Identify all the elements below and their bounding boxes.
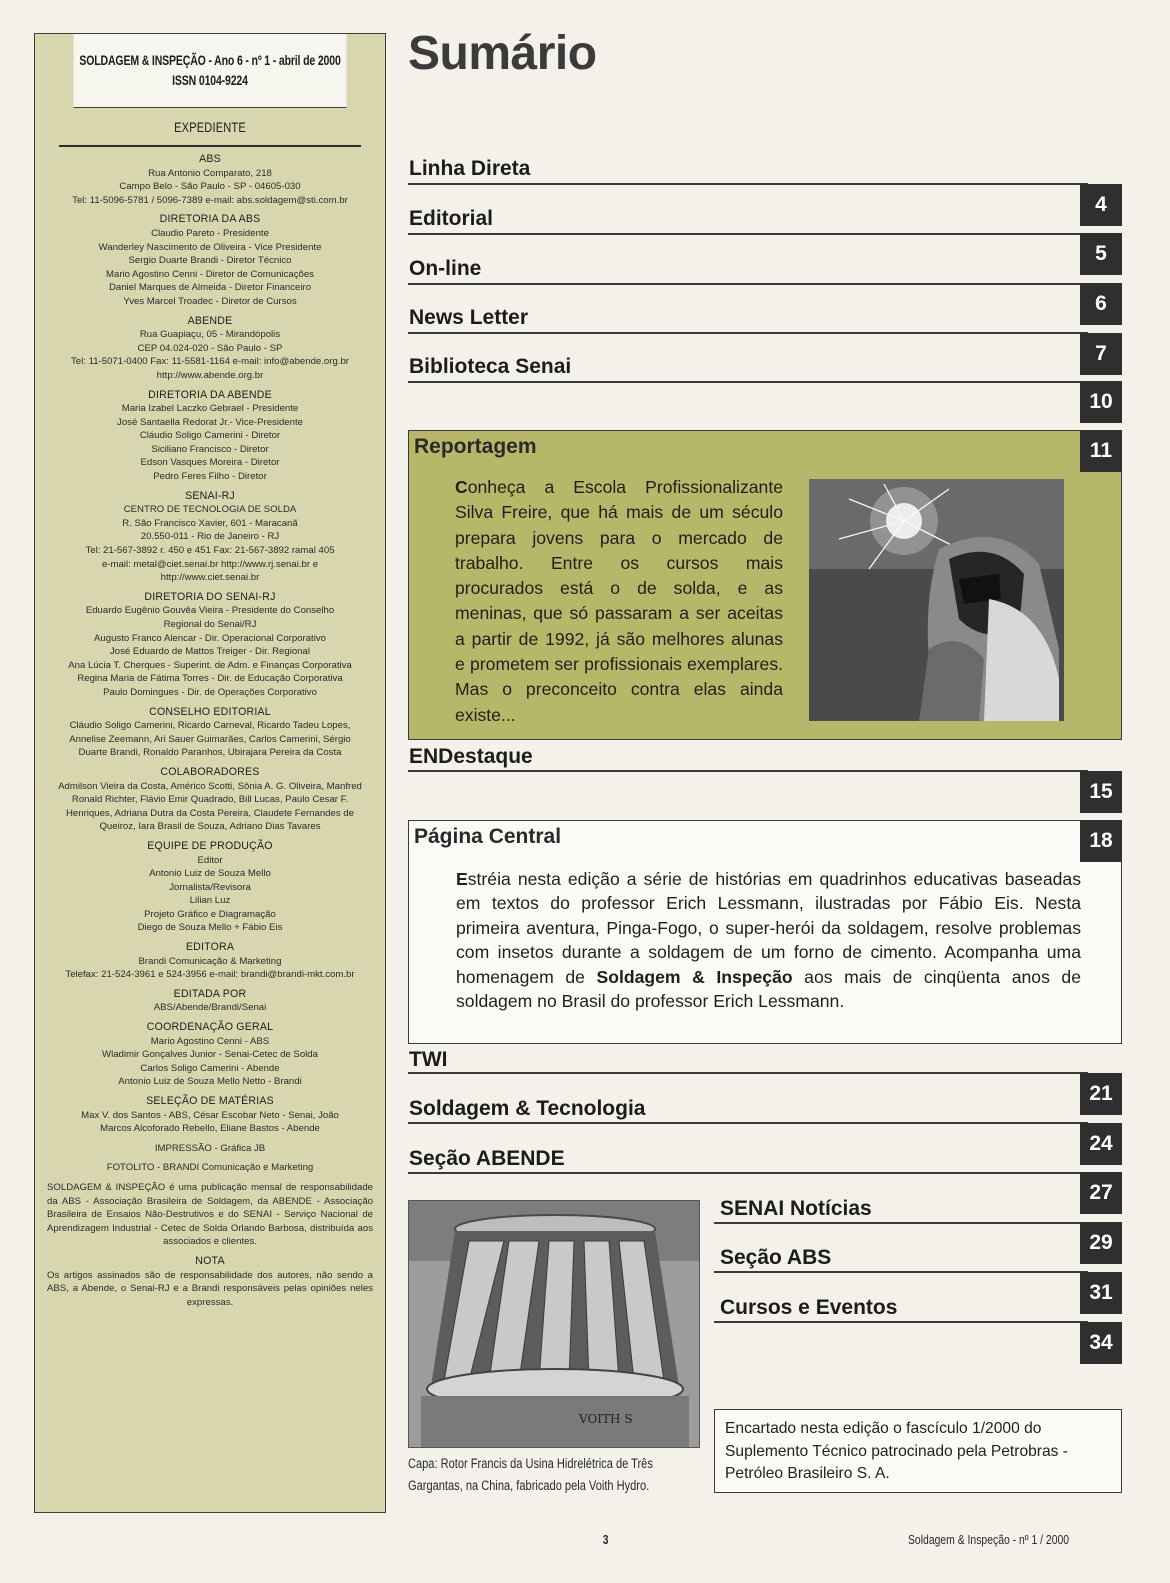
- section-line: Campo Belo - São Paulo - SP - 04605-030: [119, 181, 301, 193]
- section-heading: SENAI-RJ: [185, 489, 235, 502]
- section-line: Cláudio Soligo Camerini - Diretor: [139, 430, 281, 442]
- publication-footer: Soldagem & Inspeção - nº 1 / 2000: [908, 1532, 1070, 1547]
- page-number-box[interactable]: 15: [1080, 771, 1122, 813]
- page-number-box[interactable]: 34: [1080, 1322, 1122, 1364]
- cover-photo-stamp: VOITH S: [579, 1412, 633, 1426]
- encartado-note: Encartado nesta edição o fascículo 1/2000 do Suplemento Técnico patrocinado pela Petrobras - Petróleo Brasileiro S. A.: [714, 1409, 1122, 1493]
- page-number-box[interactable]: 24: [1080, 1123, 1122, 1165]
- section-line: Tel: 11-5071-0400 Fax: 11-5581-1164 e-mail: info@abende.org.br: [70, 356, 349, 368]
- page-number-box[interactable]: 4: [1080, 184, 1122, 226]
- section-heading: EQUIPE DE PRODUÇÃO: [147, 839, 273, 852]
- section-line: Antonio Luiz de Souza Mello: [149, 868, 271, 880]
- section-line: Wanderley Nascimento de Oliveira - Vice Presidente: [98, 241, 322, 253]
- expediente-section: [43, 1181, 377, 1249]
- section-line: Annelise Zeemann, Ari Sauer Guimarães, Carlos Camerini, Sérgio: [69, 733, 351, 745]
- pagina-central-text: [456, 867, 1081, 1013]
- section-line: Marcos Alcoforado Rebello, Eliane Bastos - Abende: [100, 1123, 320, 1135]
- page-number-box[interactable]: 5: [1080, 233, 1122, 275]
- section-line: Regina Maria de Fátima Torres - Dir. de Educação Corporativa: [77, 673, 343, 685]
- section-line: Carlos Soligo Camerini - Abende: [140, 1062, 280, 1074]
- cover-photo: [408, 1200, 700, 1448]
- page-number-box[interactable]: 6: [1080, 283, 1122, 325]
- expediente-title: EXPEDIENTE: [174, 120, 246, 135]
- pagina-central-box[interactable]: [408, 820, 1122, 1044]
- section-line: Max V. dos Santos - ABS, César Escobar Neto - Senai, João: [81, 1109, 339, 1121]
- section-line: Pedro Feres Filho - Diretor: [153, 471, 267, 483]
- expediente-section: [43, 591, 377, 700]
- section-heading: COLABORADORES: [160, 765, 260, 778]
- toc-label-secao-abende[interactable]: Seção ABENDE: [409, 1147, 565, 1170]
- section-line: Duarte Brandi, Ronaldo Paranhos, Ubirajara Pereira da Costa: [78, 747, 342, 759]
- page-number-box[interactable]: 31: [1080, 1272, 1122, 1314]
- expediente-section: [43, 315, 377, 383]
- section-line: Queiroz, Iara Brasil de Souza, Adriano Dias Tavares: [99, 821, 321, 833]
- section-line: Jornalista/Revisora: [169, 881, 251, 893]
- section-line: Antonio Luiz de Souza Mello Netto - Brandi: [118, 1076, 302, 1088]
- section-line: Diego de Souza Mello + Fábio Eis: [137, 922, 283, 934]
- divider: [408, 381, 1088, 383]
- section-line: CEP 04.024-020 - São Paulo - SP: [137, 342, 283, 354]
- francis-rotor-illustration: [409, 1201, 700, 1448]
- toc-label-endestaque[interactable]: ENDestaque: [409, 745, 533, 768]
- section-line: Daniel Marques de Almeida - Diretor Financeiro: [108, 282, 312, 294]
- pagina-central-bold: Soldagem & Inspeção: [596, 966, 793, 987]
- toc-label-cursos-eventos[interactable]: Cursos e Eventos: [720, 1296, 898, 1319]
- section-line: http://www.abende.org.br: [156, 369, 264, 381]
- divider: [408, 283, 1088, 285]
- section-heading: COORDENAÇÃO GERAL: [146, 1021, 274, 1034]
- divider: [408, 183, 1088, 185]
- divider: [408, 1172, 1088, 1174]
- expediente-section: [43, 213, 377, 308]
- section-heading: ABS: [199, 153, 221, 165]
- expediente-section: [43, 1255, 377, 1309]
- expediente-section: [43, 490, 377, 585]
- pagina-central-body-a: stréia nesta edição a série de histórias em quadrinhos educativas baseadas em textos do professor Erich Lessmann, ilustradas por Fábio Eis. Nesta primeira aventura, Pinga-Fogo, o super-herói da soldagem, resolve problemas com insetos durante a soldagem de um forno de cimento. Acompanha uma homenagem de: [456, 869, 1081, 987]
- section-line: Cláudio Soligo Camerini, Ricardo Carneval, Ricardo Tadeu Lopes,: [69, 720, 351, 732]
- section-line: FOTOLITO - BRANDI Comunicação e Marketing: [106, 1162, 314, 1174]
- expediente-section: [43, 766, 377, 834]
- toc-label-soldagem-tecnologia[interactable]: Soldagem & Tecnologia: [409, 1097, 646, 1120]
- section-line: Tel: 21-567-3892 r. 450 e 451 Fax: 21-567-3892 ramal 405: [85, 545, 335, 557]
- section-line: Ronald Richter, Flávio Emir Quadrado, Bill Lucas, Paulo Cesar F.: [71, 794, 349, 806]
- section-line: Tel: 11-5096-5781 / 5096-7389 e-mail: abs.soldagem@sti.com.br: [72, 194, 348, 206]
- section-line: SOLDAGEM & INSPEÇÃO é uma publicação mensal de responsabilidade da ABS - Associação Brasileira de Soldagem, da ABENDE - Associação Brasileira de Ensaios Não-Destrutivos e do SENAI - Serviço Nacional de Aprendizagem Industrial - Cetec de Solda Orlando Barbosa, distribuída aos associados e clientes.: [47, 1181, 373, 1248]
- section-line: Siciliano Francisco - Diretor: [151, 443, 269, 455]
- section-line: http://www.ciet.senai.br: [160, 572, 260, 584]
- section-line: Sergio Duarte Brandi - Diretor Técnico: [128, 255, 292, 267]
- section-line: Brandi Comunicação & Marketing: [138, 955, 282, 967]
- divider: [408, 332, 1088, 334]
- divider: [408, 233, 1088, 235]
- section-line: Eduardo Eugênio Gouvêa Vieira - Presidente do Conselho: [85, 605, 335, 617]
- section-line: Regional do Senai/RJ: [163, 619, 257, 630]
- section-line: Yves Marcel Troadec - Diretor de Cursos: [123, 295, 297, 307]
- divider: [408, 1122, 1088, 1124]
- expediente-section: [43, 706, 377, 760]
- section-line: José Santaella Redorat Jr.- Vice-Presidente: [117, 416, 303, 428]
- masthead-line: SOLDAGEM & INSPEÇÃO - Ano 6 - nº 1 - abril de 2000: [79, 53, 341, 68]
- toc-label-biblioteca-senai[interactable]: Biblioteca Senai: [409, 355, 572, 378]
- section-line: Maria Izabel Laczko Gebrael - Presidente: [121, 403, 299, 415]
- toc-label-senai-noticias[interactable]: SENAI Notícias: [720, 1197, 872, 1220]
- section-line: CENTRO DE TECNOLOGIA DE SOLDA: [123, 504, 297, 516]
- section-line: IMPRESSÃO - Gráfica JB: [154, 1142, 266, 1154]
- expediente-section: [43, 153, 377, 207]
- expediente-section: [43, 941, 377, 982]
- expediente-section: [43, 389, 377, 484]
- page-number-box[interactable]: 27: [1080, 1172, 1122, 1214]
- section-line: e-mail: metal@ciet.senai.br http://www.rj.senai.br e: [101, 558, 319, 570]
- section-line: Henriques, Adriana Dutra da Costa Pereira, Claudete Fernandes de: [66, 807, 354, 819]
- pagina-central-body-b: aos mais de cinqüenta anos de soldagem no Brasil do professor Erich Lessmann.: [456, 966, 1082, 1012]
- issn: ISSN 0104-9224: [172, 73, 248, 88]
- section-heading: EDITORA: [185, 941, 235, 954]
- page-number: 3: [602, 1532, 609, 1547]
- reportagem-body: onheça a Escola Profissionalizante Silva Freire, que há mais de um século prepara jovens para o mercado de trabalho. Entre os cursos mais procurados está o de solda, e as meninas, que só passaram a ser aceitas a partir de 1992, já são melhores alunas e prometem ser profissionais exemplares. Mas o preconceito contra elas ainda existe...: [455, 477, 783, 725]
- section-line: Os artigos assinados são de responsabilidade dos autores, não sendo a ABS, a Abende, o Senai-RJ e a Brandi responsáveis pelas opiniões neles expressas.: [47, 1269, 373, 1308]
- toc-label-editorial[interactable]: Editorial: [409, 207, 494, 230]
- section-line: Claudio Pareto - Presidente: [151, 227, 269, 239]
- page-number-box[interactable]: 11: [1080, 430, 1122, 472]
- section-line: Ana Lúcia T. Cherques - Superint. de Adm. e Finanças Corporativa: [68, 659, 352, 671]
- page-number-box[interactable]: 7: [1080, 333, 1122, 375]
- section-heading: NOTA: [195, 1254, 225, 1267]
- toc-label-linha-direta[interactable]: Linha Direta: [409, 157, 531, 180]
- toc-label-news-letter[interactable]: News Letter: [409, 306, 529, 329]
- page-number-box[interactable]: 18: [1080, 820, 1122, 862]
- reportagem-text: [455, 475, 783, 728]
- divider: [408, 1072, 1088, 1074]
- section-line: Wladimir Gonçalves Junior - Senai-Cetec de Solda: [102, 1049, 318, 1061]
- section-heading: DIRETORIA DA ABENDE: [148, 388, 272, 401]
- divider: [59, 145, 361, 147]
- section-line: José Eduardo de Mattos Treiger - Dir. Regional: [110, 646, 310, 658]
- page-number-box[interactable]: 29: [1080, 1222, 1122, 1264]
- toc-label-pagina-central[interactable]: Página Central: [414, 825, 562, 848]
- section-heading: ABENDE: [187, 314, 233, 327]
- expediente-section: [43, 840, 377, 935]
- expediente-section: [43, 1095, 377, 1136]
- toc-label-on-line[interactable]: On-line: [409, 257, 482, 280]
- section-line: Rua Guapiaçu, 05 - Mirandópolis: [139, 329, 281, 341]
- section-line: Projeto Gráfico e Diagramação: [144, 908, 276, 920]
- page-number-box[interactable]: 10: [1080, 381, 1122, 423]
- section-heading: DIRETORIA DA ABS: [159, 213, 261, 226]
- masthead: [74, 34, 347, 108]
- section-heading: SELEÇÃO DE MATÉRIAS: [146, 1095, 274, 1107]
- page-number-box[interactable]: 21: [1080, 1073, 1122, 1115]
- expediente-sections: [35, 153, 385, 1309]
- divider: [714, 1222, 1088, 1224]
- cover-caption: Capa: Rotor Francis da Usina Hidrelétrica de Três Gargantas, na China, fabricado pela Voith Hydro.: [408, 1456, 653, 1493]
- section-heading: DIRETORIA DO SENAI-RJ: [144, 590, 276, 603]
- divider: [714, 1321, 1088, 1323]
- section-line: ABS/Abende/Brandi/Senai: [153, 1002, 267, 1014]
- section-line: Augusto Franco Alencar - Dir. Operacional Corporativo: [94, 632, 326, 644]
- section-line: R. São Francisco Xavier, 601 - Maracanã: [122, 517, 298, 529]
- reportagem-box[interactable]: [408, 430, 1122, 740]
- divider: [714, 1271, 1088, 1273]
- divider: [408, 770, 1088, 772]
- section-line: Admilson Vieira da Costa, Américo Scotti, Sônia A. G. Oliveira, Manfred: [58, 780, 362, 792]
- section-line: Mario Agostino Cenni - ABS: [150, 1035, 270, 1047]
- expediente-section: [43, 1161, 377, 1175]
- welder-photo: [809, 479, 1064, 721]
- section-line: Rua Antonio Comparato, 218: [148, 167, 272, 179]
- expediente-section: [43, 1142, 377, 1156]
- expediente-section: [43, 988, 377, 1015]
- dropcap: E: [456, 869, 468, 889]
- expediente-section: [43, 1021, 377, 1089]
- section-line: Editor: [197, 854, 223, 866]
- toc-label-twi[interactable]: TWI: [409, 1048, 448, 1071]
- section-line: 20.550-011 - Rio de Janeiro - RJ: [140, 531, 280, 543]
- expediente-panel: [34, 33, 386, 1513]
- section-line: Edson Vasques Moreira - Diretor: [140, 457, 280, 469]
- section-line: Paulo Domingues - Dir. de Operações Corporativo: [103, 686, 317, 698]
- toc-label-secao-abs[interactable]: Seção ABS: [720, 1246, 832, 1269]
- page-title: Sumário: [408, 27, 597, 80]
- section-heading: EDITADA POR: [173, 987, 247, 1000]
- section-heading: CONSELHO EDITORIAL: [149, 705, 271, 718]
- dropcap: C: [455, 477, 468, 497]
- section-line: Mario Agostino Cenni - Diretor de Comunicações: [106, 268, 314, 280]
- section-line: Lilian Luz: [189, 895, 231, 907]
- welder-illustration: [809, 479, 1064, 721]
- toc-label-reportagem[interactable]: Reportagem: [414, 435, 537, 458]
- section-line: Telefax: 21-524-3961 e 524-3956 e-mail: brandi@brandi-mkt.com.br: [65, 969, 355, 981]
